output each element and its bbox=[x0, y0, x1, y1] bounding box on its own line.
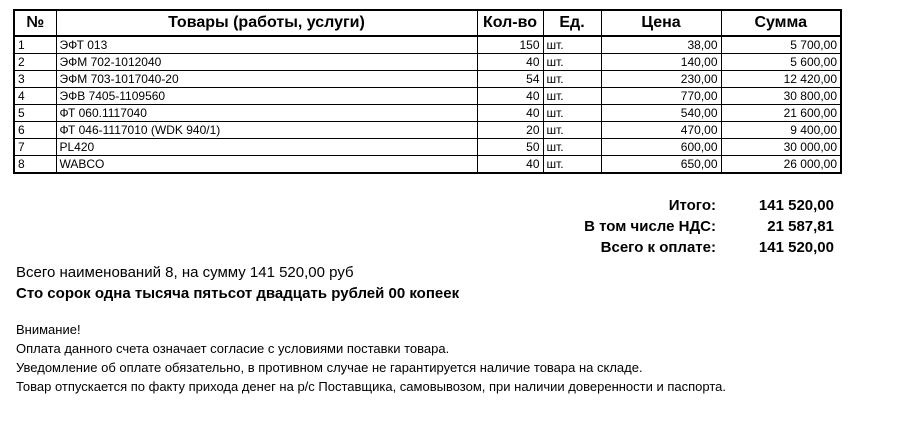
notice-title: Внимание! bbox=[16, 322, 81, 337]
vat-value: 21 587,81 bbox=[767, 218, 834, 235]
header-price: Цена bbox=[601, 10, 721, 36]
header-name: Товары (работы, услуги) bbox=[56, 10, 477, 36]
totals-block bbox=[584, 195, 834, 258]
notice-line-3: Товар отпускается по факту прихода денег на р/с Поставщика, самовывозом, при наличии доверенности и паспорта. bbox=[16, 379, 726, 394]
row-price: 230,00 bbox=[601, 71, 721, 88]
row-unit: шт. bbox=[543, 54, 601, 71]
row-unit: шт. bbox=[543, 139, 601, 156]
row-name: ЭФВ 7405-1109560 bbox=[56, 88, 477, 105]
row-price: 650,00 bbox=[601, 156, 721, 174]
notice-line-2: Уведомление об оплате обязательно, в противном случае не гарантируется наличие товара на складе. bbox=[16, 360, 643, 375]
row-sum: 5 700,00 bbox=[721, 36, 841, 54]
row-qty: 20 bbox=[477, 122, 543, 139]
table-row bbox=[14, 139, 841, 156]
row-sum: 5 600,00 bbox=[721, 54, 841, 71]
table-row bbox=[14, 122, 841, 139]
table-row bbox=[14, 88, 841, 105]
table-row bbox=[14, 54, 841, 71]
row-unit: шт. bbox=[543, 36, 601, 54]
due-value: 141 520,00 bbox=[758, 239, 834, 256]
row-name: ФТ 060.1117040 bbox=[56, 105, 477, 122]
row-name: ЭФМ 703-1017040-20 bbox=[56, 71, 477, 88]
row-name: ЭФТ 013 bbox=[56, 36, 477, 54]
row-sum: 30 000,00 bbox=[721, 139, 841, 156]
header-sum: Сумма bbox=[721, 10, 841, 36]
row-name: PL420 bbox=[56, 139, 477, 156]
row-sum: 12 420,00 bbox=[721, 71, 841, 88]
items-table bbox=[13, 9, 842, 174]
row-sum: 9 400,00 bbox=[721, 122, 841, 139]
row-unit: шт. bbox=[543, 122, 601, 139]
vat-row bbox=[584, 216, 834, 237]
row-price: 600,00 bbox=[601, 139, 721, 156]
row-num: 3 bbox=[14, 71, 56, 88]
notice-block bbox=[16, 320, 816, 396]
row-num: 2 bbox=[14, 54, 56, 71]
row-qty: 40 bbox=[477, 88, 543, 105]
table-row bbox=[14, 36, 841, 54]
row-qty: 40 bbox=[477, 156, 543, 174]
row-qty: 40 bbox=[477, 54, 543, 71]
items-count-line: Всего наименований 8, на сумму 141 520,00 руб bbox=[16, 264, 354, 281]
row-sum: 26 000,00 bbox=[721, 156, 841, 174]
row-price: 770,00 bbox=[601, 88, 721, 105]
row-unit: шт. bbox=[543, 156, 601, 174]
total-value: 141 520,00 bbox=[758, 197, 834, 214]
vat-label: В том числе НДС: bbox=[584, 218, 716, 235]
row-sum: 30 800,00 bbox=[721, 88, 841, 105]
due-row bbox=[584, 237, 834, 258]
header-num: № bbox=[14, 10, 56, 36]
row-qty: 54 bbox=[477, 71, 543, 88]
row-num: 7 bbox=[14, 139, 56, 156]
row-unit: шт. bbox=[543, 88, 601, 105]
row-num: 5 bbox=[14, 105, 56, 122]
row-qty: 40 bbox=[477, 105, 543, 122]
notice-line-1: Оплата данного счета означает согласие с условиями поставки товара. bbox=[16, 341, 450, 356]
row-price: 540,00 bbox=[601, 105, 721, 122]
row-name: WABCO bbox=[56, 156, 477, 174]
row-name: ФТ 046-1117010 (WDK 940/1) bbox=[56, 122, 477, 139]
row-num: 4 bbox=[14, 88, 56, 105]
row-num: 1 bbox=[14, 36, 56, 54]
row-unit: шт. bbox=[543, 71, 601, 88]
row-price: 38,00 bbox=[601, 36, 721, 54]
row-price: 140,00 bbox=[601, 54, 721, 71]
row-num: 8 bbox=[14, 156, 56, 174]
header-unit: Ед. bbox=[543, 10, 601, 36]
row-price: 470,00 bbox=[601, 122, 721, 139]
due-label: Всего к оплате: bbox=[600, 239, 716, 256]
row-sum: 21 600,00 bbox=[721, 105, 841, 122]
row-name: ЭФМ 702-1012040 bbox=[56, 54, 477, 71]
total-label: Итого: bbox=[668, 197, 716, 214]
total-row bbox=[584, 195, 834, 216]
row-num: 6 bbox=[14, 122, 56, 139]
table-row bbox=[14, 156, 841, 174]
row-unit: шт. bbox=[543, 105, 601, 122]
row-qty: 150 bbox=[477, 36, 543, 54]
table-row bbox=[14, 105, 841, 122]
table-header-row bbox=[14, 10, 841, 36]
header-qty: Кол-во bbox=[477, 10, 543, 36]
table-row bbox=[14, 71, 841, 88]
summary-block bbox=[16, 262, 459, 304]
row-qty: 50 bbox=[477, 139, 543, 156]
amount-in-words: Сто сорок одна тысяча пятьсот двадцать рублей 00 копеек bbox=[16, 285, 460, 302]
